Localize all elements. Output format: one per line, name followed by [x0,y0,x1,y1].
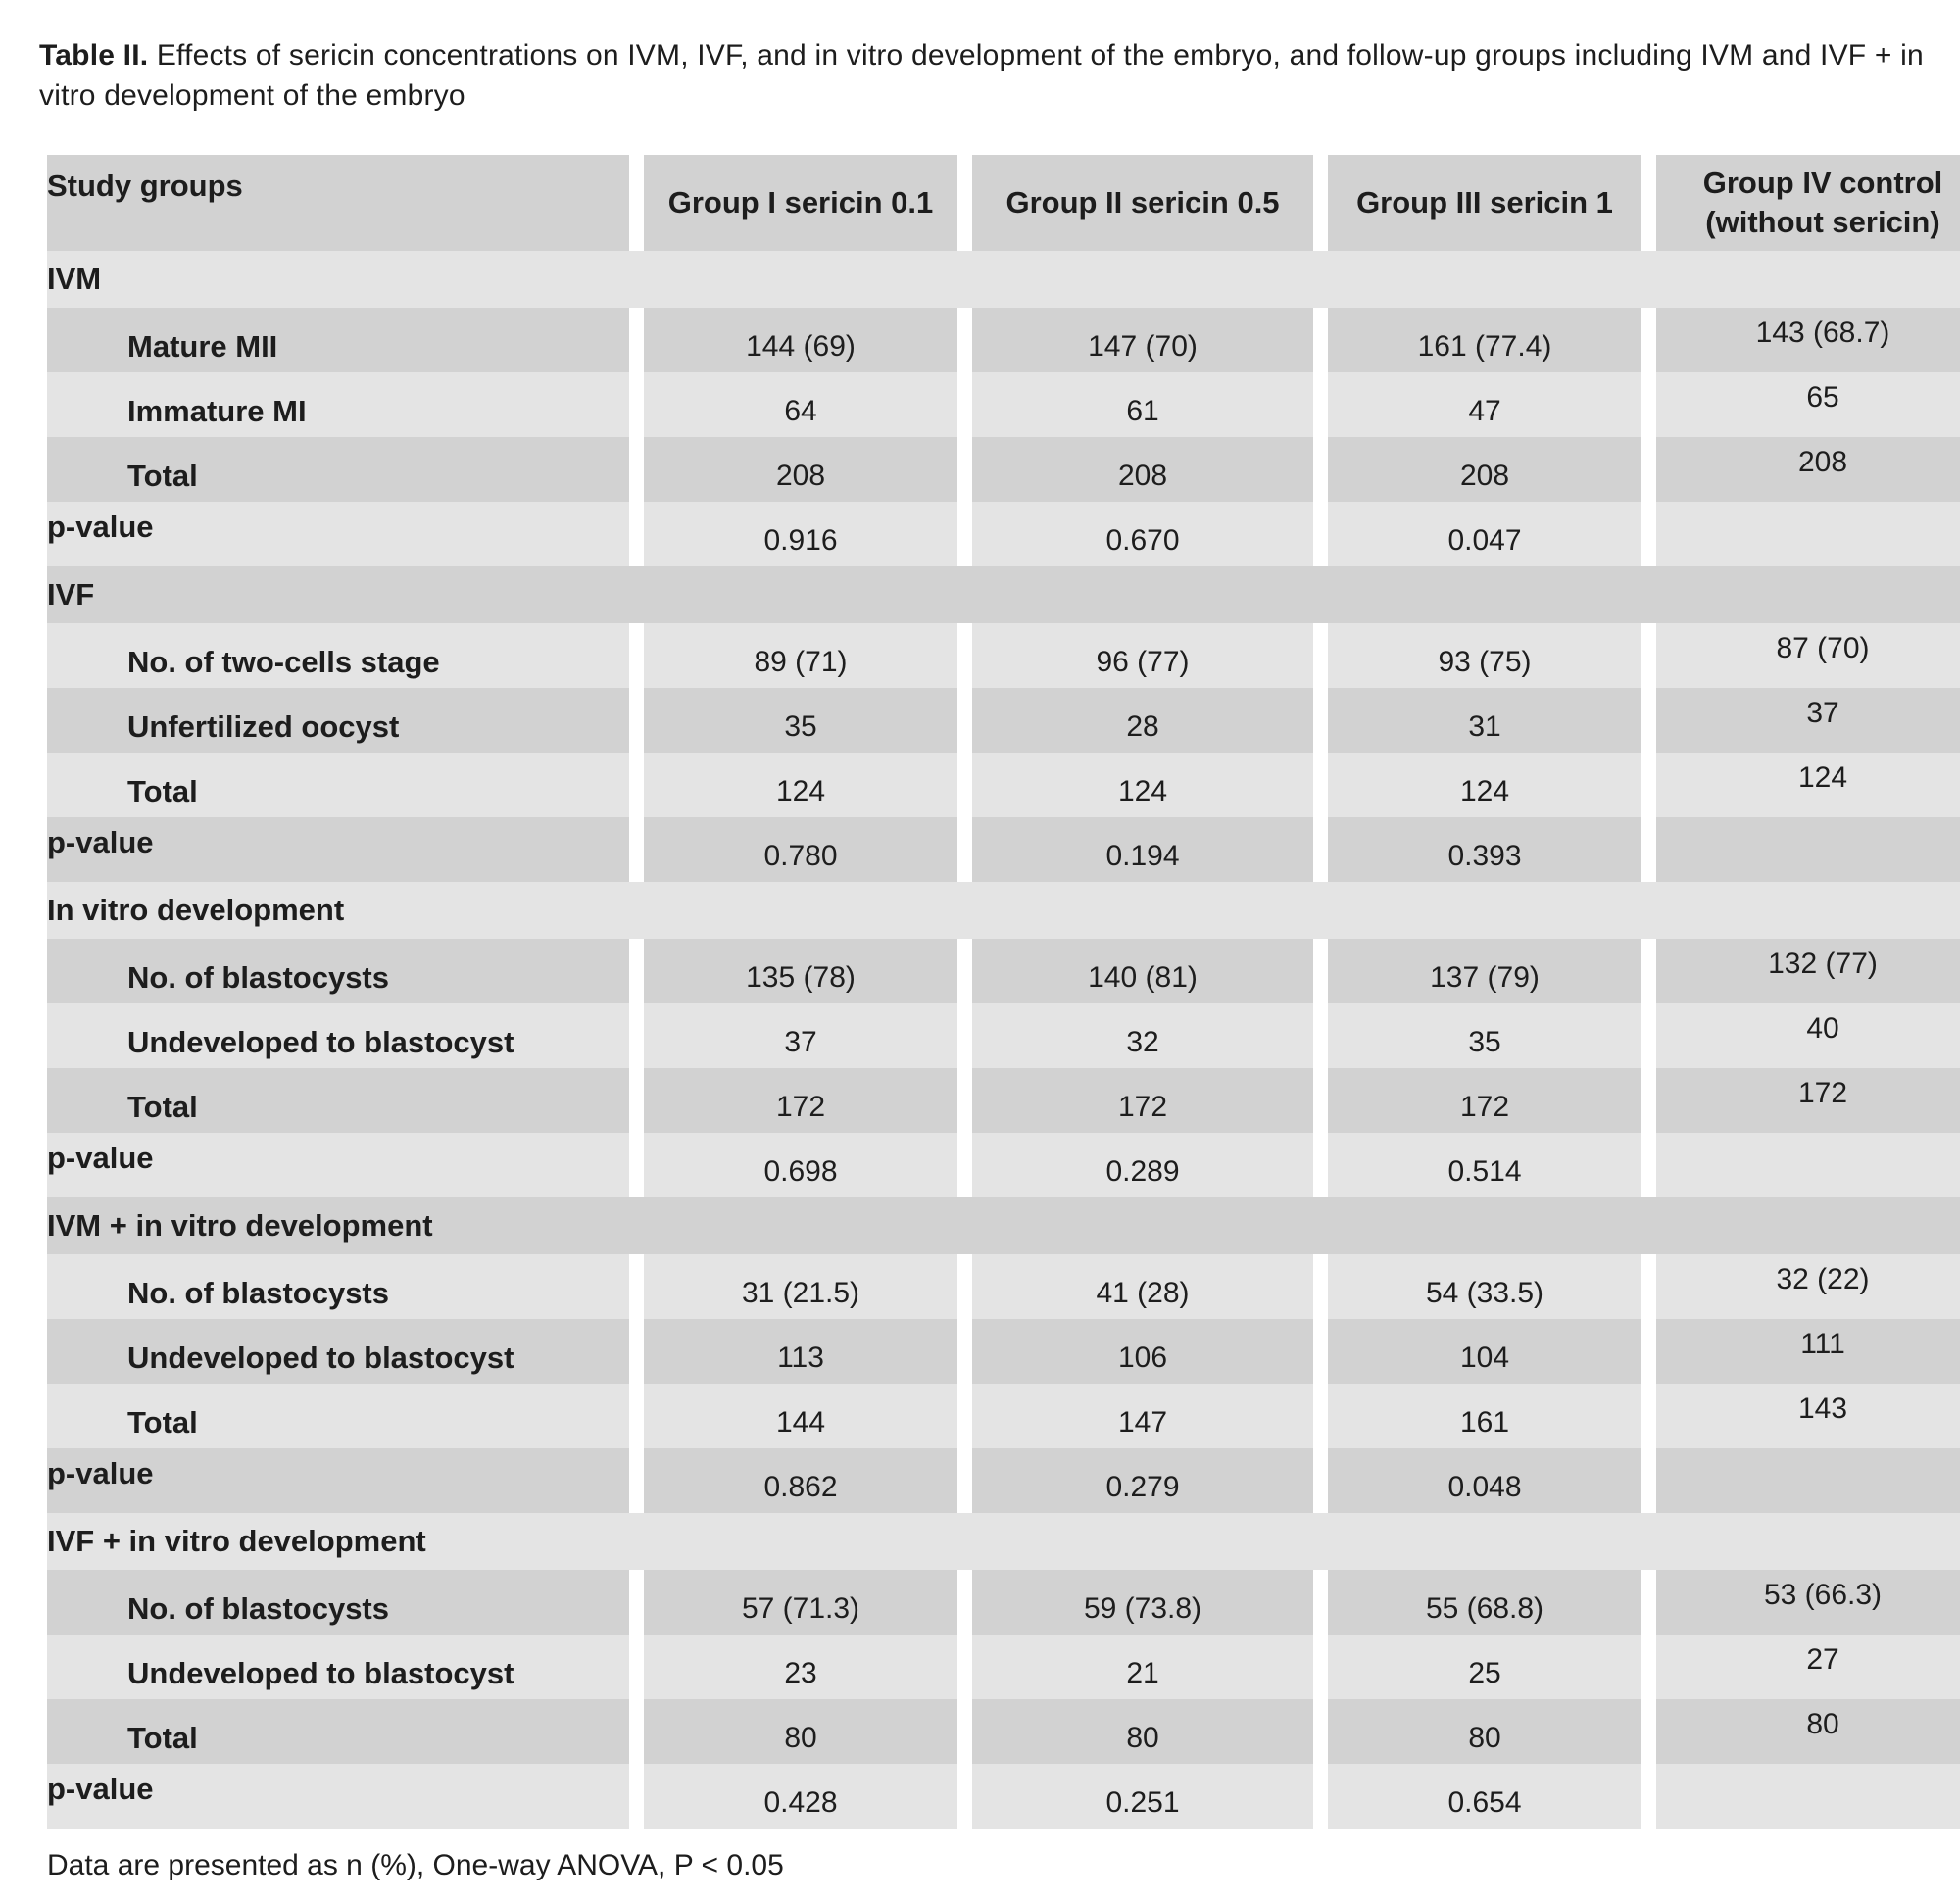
indent-cell [47,623,127,688]
header-row [47,155,1960,251]
table-row [47,372,1960,437]
indent-cell [47,1319,127,1384]
indent-cell [47,939,127,1003]
pvalue-cell-group-1: 0.862 [644,1448,957,1513]
pvalue-label: p-value [47,1764,629,1829]
pvalue-row [47,502,1960,566]
value-cell-group-4: 124 [1656,753,1960,817]
value-cell-group-2: 61 [972,372,1313,437]
row-label: No. of two-cells stage [127,623,629,688]
caption-label: Table II. [39,39,149,72]
value-cell-group-1: 37 [644,1003,957,1068]
table-row [47,1699,1960,1764]
section-title: IVF [47,566,1960,623]
table-row [47,753,1960,817]
value-cell-group-4: 40 [1656,1003,1960,1068]
value-cell-group-1: 80 [644,1699,957,1764]
value-cell-group-3: 161 [1328,1384,1642,1448]
value-cell-group-4: 143 [1656,1384,1960,1448]
table-row [47,1068,1960,1133]
value-cell-group-4: 208 [1656,437,1960,502]
header-group-4 [1656,155,1960,251]
row-label: Total [127,1384,629,1448]
pvalue-row [47,817,1960,882]
header-group-4-line1: Group IV control [1702,166,1943,200]
pvalue-cell-group-2: 0.670 [972,502,1313,566]
indent-cell [47,1254,127,1319]
indent-cell [47,753,127,817]
header-study-groups: Study groups [47,155,629,251]
row-label: No. of blastocysts [127,1254,629,1319]
row-label: Immature MI [127,372,629,437]
indent-cell [47,372,127,437]
row-label: Undeveloped to blastocyst [127,1635,629,1699]
value-cell-group-4: 143 (68.7) [1656,308,1960,372]
indent-cell [47,1570,127,1635]
pvalue-cell-group-1: 0.428 [644,1764,957,1829]
caption-text: Effects of sericin concentrations on IVM, IVF, and in vitro development of the embryo, and follow-up groups including IVM and IVF + in vitro development of the embryo [39,39,1924,112]
pvalue-cell-group-2: 0.251 [972,1764,1313,1829]
indent-cell [47,308,127,372]
value-cell-group-1: 89 (71) [644,623,957,688]
value-cell-group-1: 144 [644,1384,957,1448]
pvalue-cell-group-4 [1656,1764,1960,1829]
table-caption [39,35,1950,116]
value-cell-group-3: 104 [1328,1319,1642,1384]
value-cell-group-3: 35 [1328,1003,1642,1068]
row-label: Total [127,1068,629,1133]
value-cell-group-2: 32 [972,1003,1313,1068]
value-cell-group-4: 111 [1656,1319,1960,1384]
value-cell-group-3: 47 [1328,372,1642,437]
row-label: Total [127,1699,629,1764]
value-cell-group-2: 59 (73.8) [972,1570,1313,1635]
value-cell-group-1: 31 (21.5) [644,1254,957,1319]
indent-cell [47,1384,127,1448]
row-label: Mature MII [127,308,629,372]
value-cell-group-3: 31 [1328,688,1642,753]
pvalue-cell-group-3: 0.514 [1328,1133,1642,1197]
table-row [47,1384,1960,1448]
value-cell-group-2: 106 [972,1319,1313,1384]
row-label: Unfertilized oocyst [127,688,629,753]
section-title: IVF + in vitro development [47,1513,1960,1570]
value-cell-group-2: 124 [972,753,1313,817]
section-row [47,566,1960,623]
section-row [47,1513,1960,1570]
value-cell-group-1: 172 [644,1068,957,1133]
row-label: Undeveloped to blastocyst [127,1319,629,1384]
value-cell-group-4: 132 (77) [1656,939,1960,1003]
value-cell-group-3: 124 [1328,753,1642,817]
results-table [47,155,1960,1829]
row-label: No. of blastocysts [127,939,629,1003]
value-cell-group-1: 64 [644,372,957,437]
section-title: IVM [47,251,1960,308]
pvalue-cell-group-3: 0.048 [1328,1448,1642,1513]
pvalue-label: p-value [47,817,629,882]
value-cell-group-4: 37 [1656,688,1960,753]
section-row [47,882,1960,939]
value-cell-group-4: 32 (22) [1656,1254,1960,1319]
value-cell-group-2: 172 [972,1068,1313,1133]
header-group-1: Group I sericin 0.1 [644,155,957,251]
value-cell-group-4: 172 [1656,1068,1960,1133]
value-cell-group-1: 35 [644,688,957,753]
value-cell-group-3: 161 (77.4) [1328,308,1642,372]
table-row [47,1319,1960,1384]
pvalue-cell-group-1: 0.916 [644,502,957,566]
value-cell-group-1: 208 [644,437,957,502]
value-cell-group-4: 80 [1656,1699,1960,1764]
value-cell-group-2: 21 [972,1635,1313,1699]
table-body [47,251,1960,1829]
header-group-2: Group II sericin 0.5 [972,155,1313,251]
pvalue-cell-group-3: 0.047 [1328,502,1642,566]
value-cell-group-2: 208 [972,437,1313,502]
pvalue-cell-group-3: 0.393 [1328,817,1642,882]
row-label: Undeveloped to blastocyst [127,1003,629,1068]
pvalue-row [47,1764,1960,1829]
value-cell-group-3: 93 (75) [1328,623,1642,688]
row-label: Total [127,437,629,502]
value-cell-group-4: 53 (66.3) [1656,1570,1960,1635]
indent-cell [47,1635,127,1699]
pvalue-cell-group-4 [1656,502,1960,566]
pvalue-cell-group-4 [1656,1133,1960,1197]
value-cell-group-2: 41 (28) [972,1254,1313,1319]
header-group-4-line2: (without sericin) [1705,205,1940,239]
table-row [47,1570,1960,1635]
table-row [47,308,1960,372]
value-cell-group-2: 140 (81) [972,939,1313,1003]
value-cell-group-1: 57 (71.3) [644,1570,957,1635]
value-cell-group-4: 65 [1656,372,1960,437]
table-row [47,437,1960,502]
section-row [47,1197,1960,1254]
value-cell-group-1: 135 (78) [644,939,957,1003]
value-cell-group-1: 23 [644,1635,957,1699]
pvalue-cell-group-3: 0.654 [1328,1764,1642,1829]
value-cell-group-2: 96 (77) [972,623,1313,688]
section-row [47,251,1960,308]
value-cell-group-3: 137 (79) [1328,939,1642,1003]
value-cell-group-2: 28 [972,688,1313,753]
pvalue-cell-group-2: 0.279 [972,1448,1313,1513]
pvalue-label: p-value [47,502,629,566]
value-cell-group-2: 147 [972,1384,1313,1448]
value-cell-group-1: 144 (69) [644,308,957,372]
pvalue-cell-group-1: 0.698 [644,1133,957,1197]
indent-cell [47,1699,127,1764]
section-title: In vitro development [47,882,1960,939]
value-cell-group-2: 147 (70) [972,308,1313,372]
value-cell-group-3: 208 [1328,437,1642,502]
section-title: IVM + in vitro development [47,1197,1960,1254]
pvalue-cell-group-2: 0.289 [972,1133,1313,1197]
table-row [47,623,1960,688]
row-label: No. of blastocysts [127,1570,629,1635]
pvalue-row [47,1448,1960,1513]
value-cell-group-3: 172 [1328,1068,1642,1133]
row-label: Total [127,753,629,817]
pvalue-cell-group-4 [1656,817,1960,882]
pvalue-cell-group-2: 0.194 [972,817,1313,882]
value-cell-group-3: 55 (68.8) [1328,1570,1642,1635]
indent-cell [47,688,127,753]
pvalue-cell-group-1: 0.780 [644,817,957,882]
value-cell-group-3: 25 [1328,1635,1642,1699]
indent-cell [47,437,127,502]
table-footnote: Data are presented as n (%), One-way ANOVA, P < 0.05 [47,1849,784,1881]
table-row [47,1003,1960,1068]
table-row [47,1635,1960,1699]
pvalue-label: p-value [47,1448,629,1513]
value-cell-group-3: 54 (33.5) [1328,1254,1642,1319]
header-group-3: Group III sericin 1 [1328,155,1642,251]
indent-cell [47,1003,127,1068]
value-cell-group-1: 113 [644,1319,957,1384]
table-row [47,939,1960,1003]
pvalue-label: p-value [47,1133,629,1197]
value-cell-group-4: 87 (70) [1656,623,1960,688]
value-cell-group-1: 124 [644,753,957,817]
table-row [47,688,1960,753]
pvalue-row [47,1133,1960,1197]
value-cell-group-3: 80 [1328,1699,1642,1764]
table-row [47,1254,1960,1319]
indent-cell [47,1068,127,1133]
value-cell-group-2: 80 [972,1699,1313,1764]
pvalue-cell-group-4 [1656,1448,1960,1513]
value-cell-group-4: 27 [1656,1635,1960,1699]
